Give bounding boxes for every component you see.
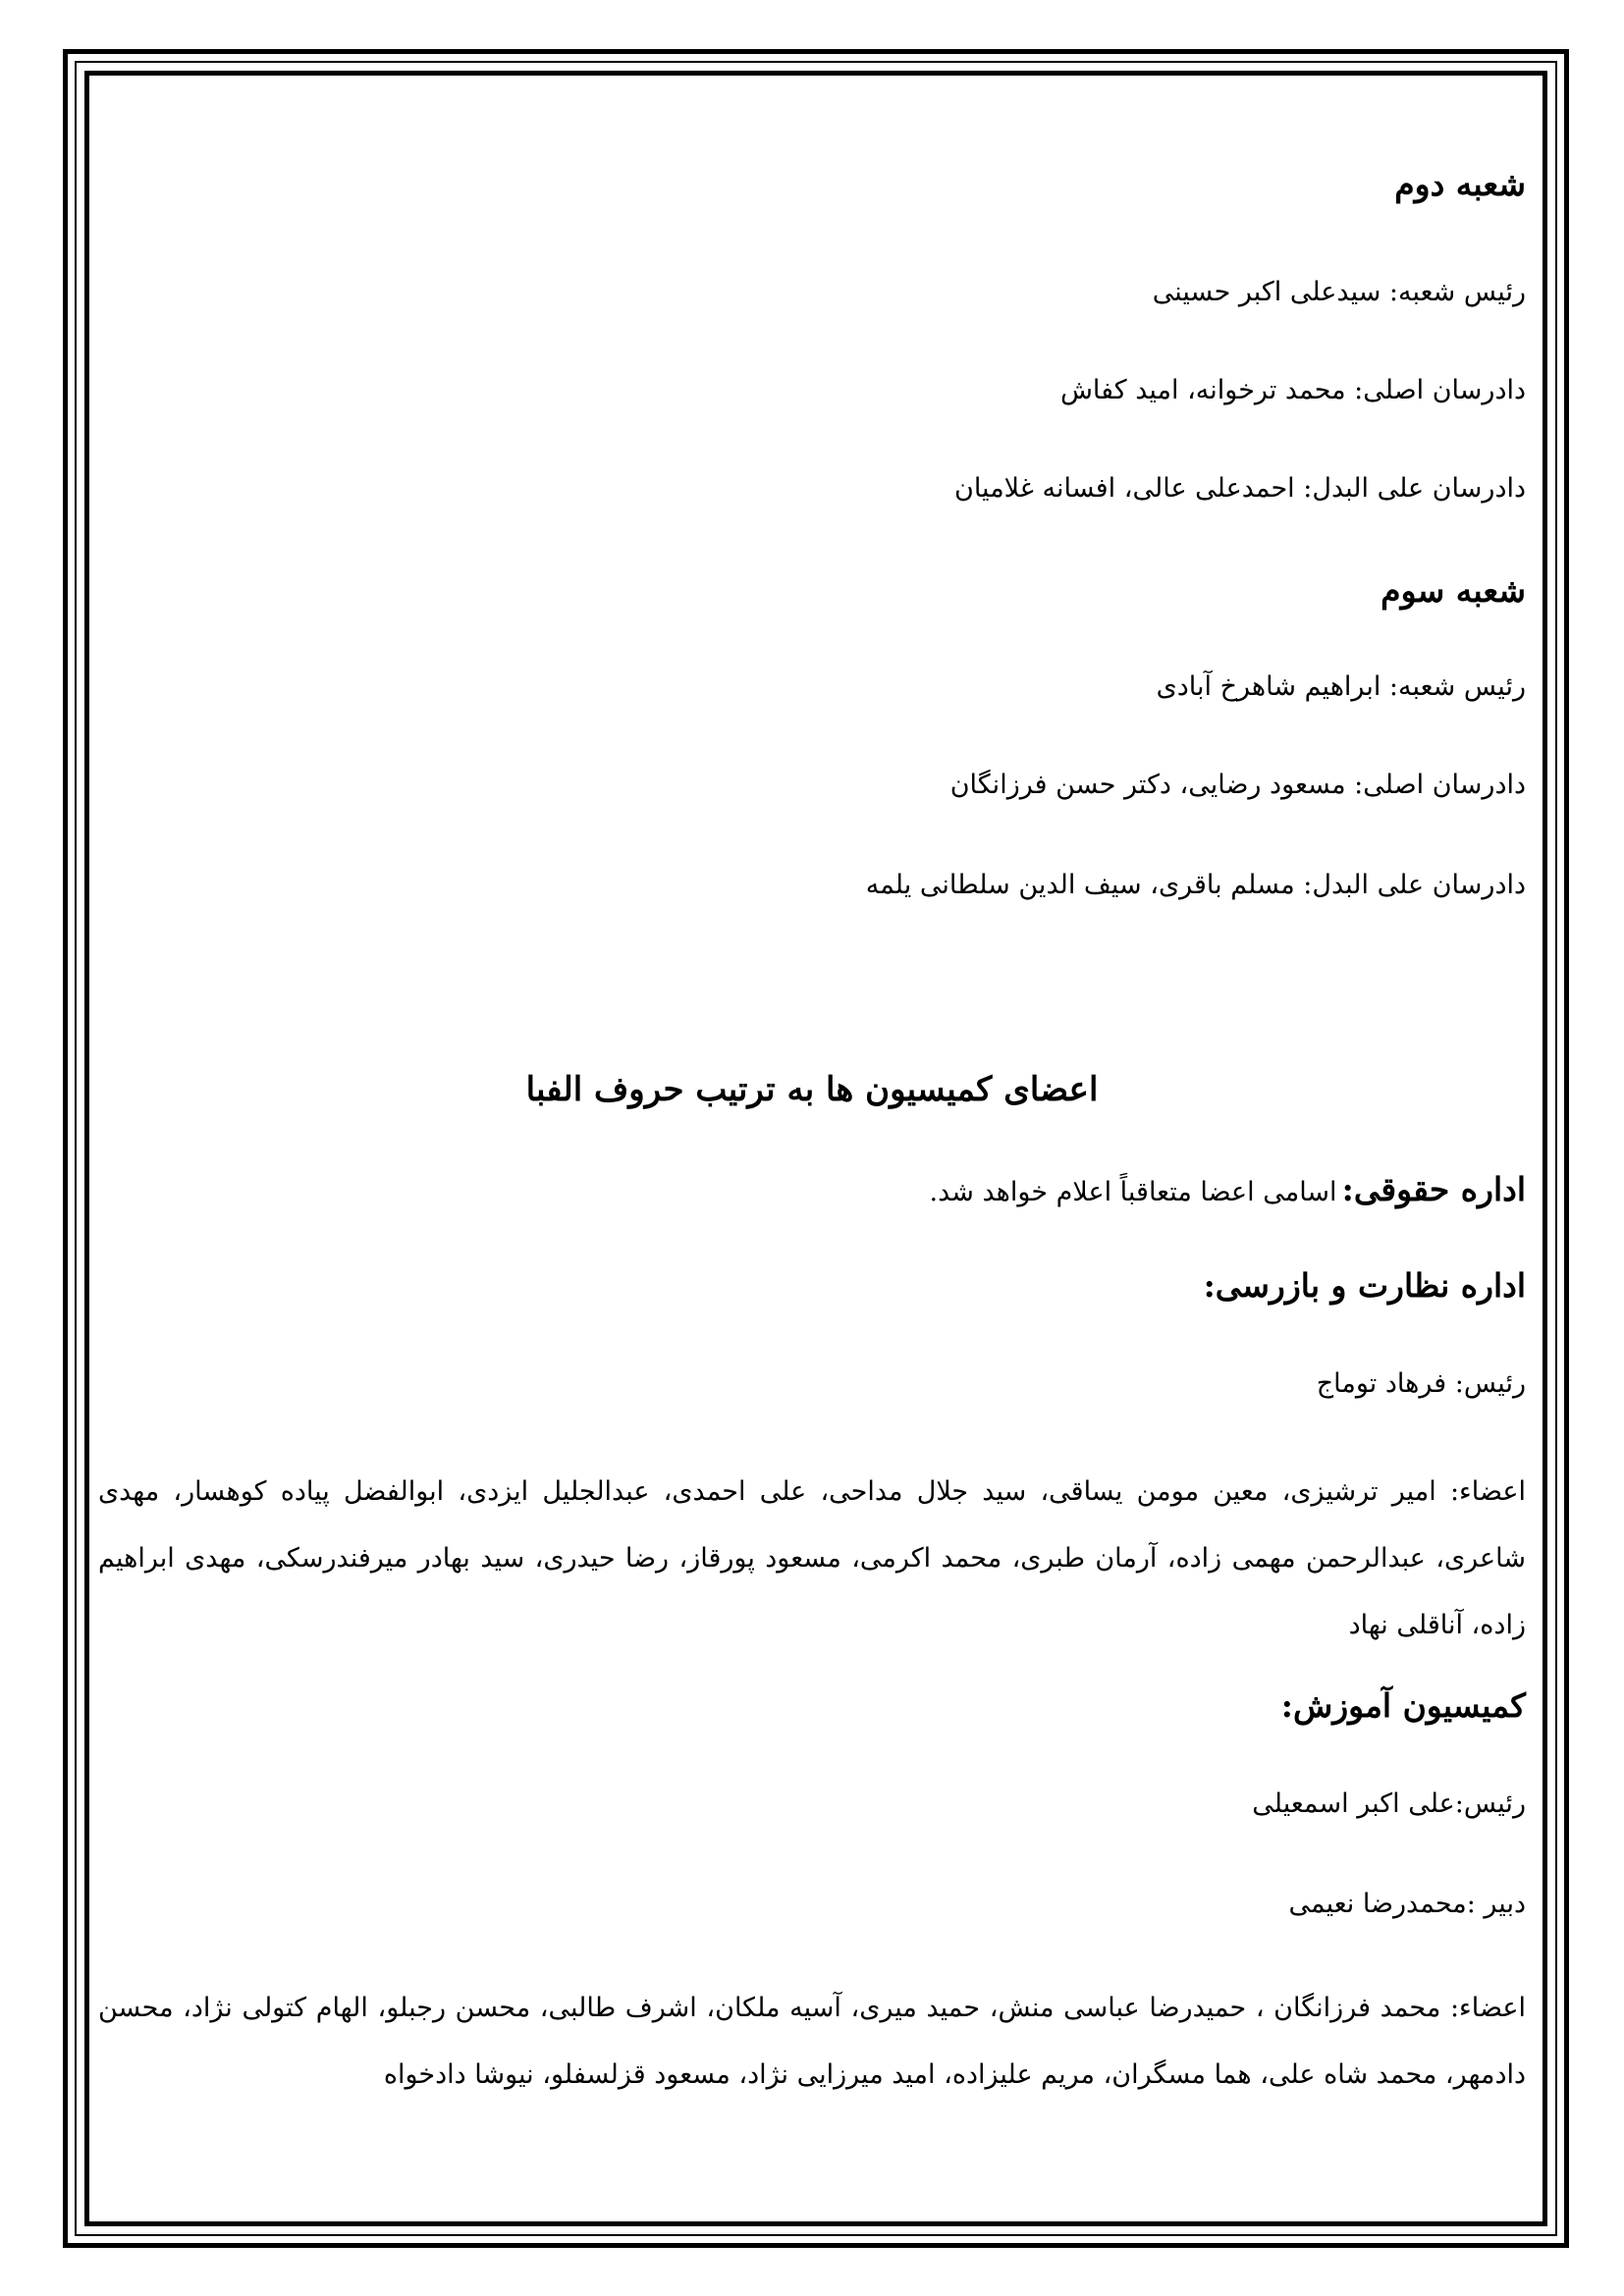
legal-office-label: اداره حقوقی:: [1341, 1170, 1526, 1208]
inspection-heading: اداره نظارت و بازرسی:: [1203, 1266, 1526, 1305]
commissions-title: اعضای کمیسیون ها به ترتیب حروف الفبا: [525, 1070, 1099, 1109]
education-secretary: دبیر :محمدرضا نعیمی: [1288, 1889, 1526, 1919]
document-body: [98, 0, 1526, 2296]
branch2-alt-judges: دادرسان علی البدل: احمدعلی عالی، افسانه غلامیان: [954, 473, 1526, 504]
education-members: اعضاء: محمد فرزانگان ، حمیدرضا عباسی منش، حمید میری، آسیه ملکان، اشرف طالبی، محسن رجبلو، الهام کتولی نژاد، محسن دادمهر، محمد شاه علی، هما مسگران، مریم علیزاده، امید میرزایی نژاد، مسعود قزلسفلو، نیوشا دادخواه: [98, 1993, 1526, 2090]
inspection-head: رئیس: فرهاد توماج: [1316, 1368, 1526, 1399]
branch2-head: رئیس شعبه: سیدعلی اکبر حسینی: [1152, 277, 1526, 307]
inspection-members: اعضاء: امیر ترشیزی، معین مومن یساقی، سید جلال مداحی، علی احمدی، عبدالجلیل ایزدی، ابوالفضل پیاده کوهسار، مهدی شاعری، عبدالرحمن مهمی زاده، آرمان طبری، محمد اکرمی، مسعود پورقاز، رضا حیدری، سید بهادر میرفندرسکی، مهدی ابراهیم زاده، آناقلی نهاد: [98, 1476, 1526, 1640]
branch3-alt-judges: دادرسان علی البدل: مسلم باقری، سیف الدین سلطانی یلمه: [865, 870, 1526, 900]
branch3-head: رئیس شعبه: ابراهیم شاهرخ آبادی: [1156, 671, 1526, 702]
education-head: رئیس:علی اکبر اسمعیلی: [1252, 1789, 1526, 1819]
branch3-heading: شعبه سوم: [1380, 571, 1526, 610]
education-heading: کمیسیون آموزش:: [1280, 1686, 1526, 1725]
branch3-main-judges: دادرسان اصلی: مسعود رضایی، دکتر حسن فرزانگان: [949, 770, 1526, 800]
branch2-main-judges: دادرسان اصلی: محمد ترخوانه، امید کفاش: [1059, 375, 1526, 405]
branch2-heading: شعبه دوم: [1394, 165, 1526, 203]
legal-office-text: اسامی اعضا متعاقباً اعلام خواهد شد.: [929, 1177, 1337, 1207]
legal-office-line: [930, 1170, 1526, 1208]
